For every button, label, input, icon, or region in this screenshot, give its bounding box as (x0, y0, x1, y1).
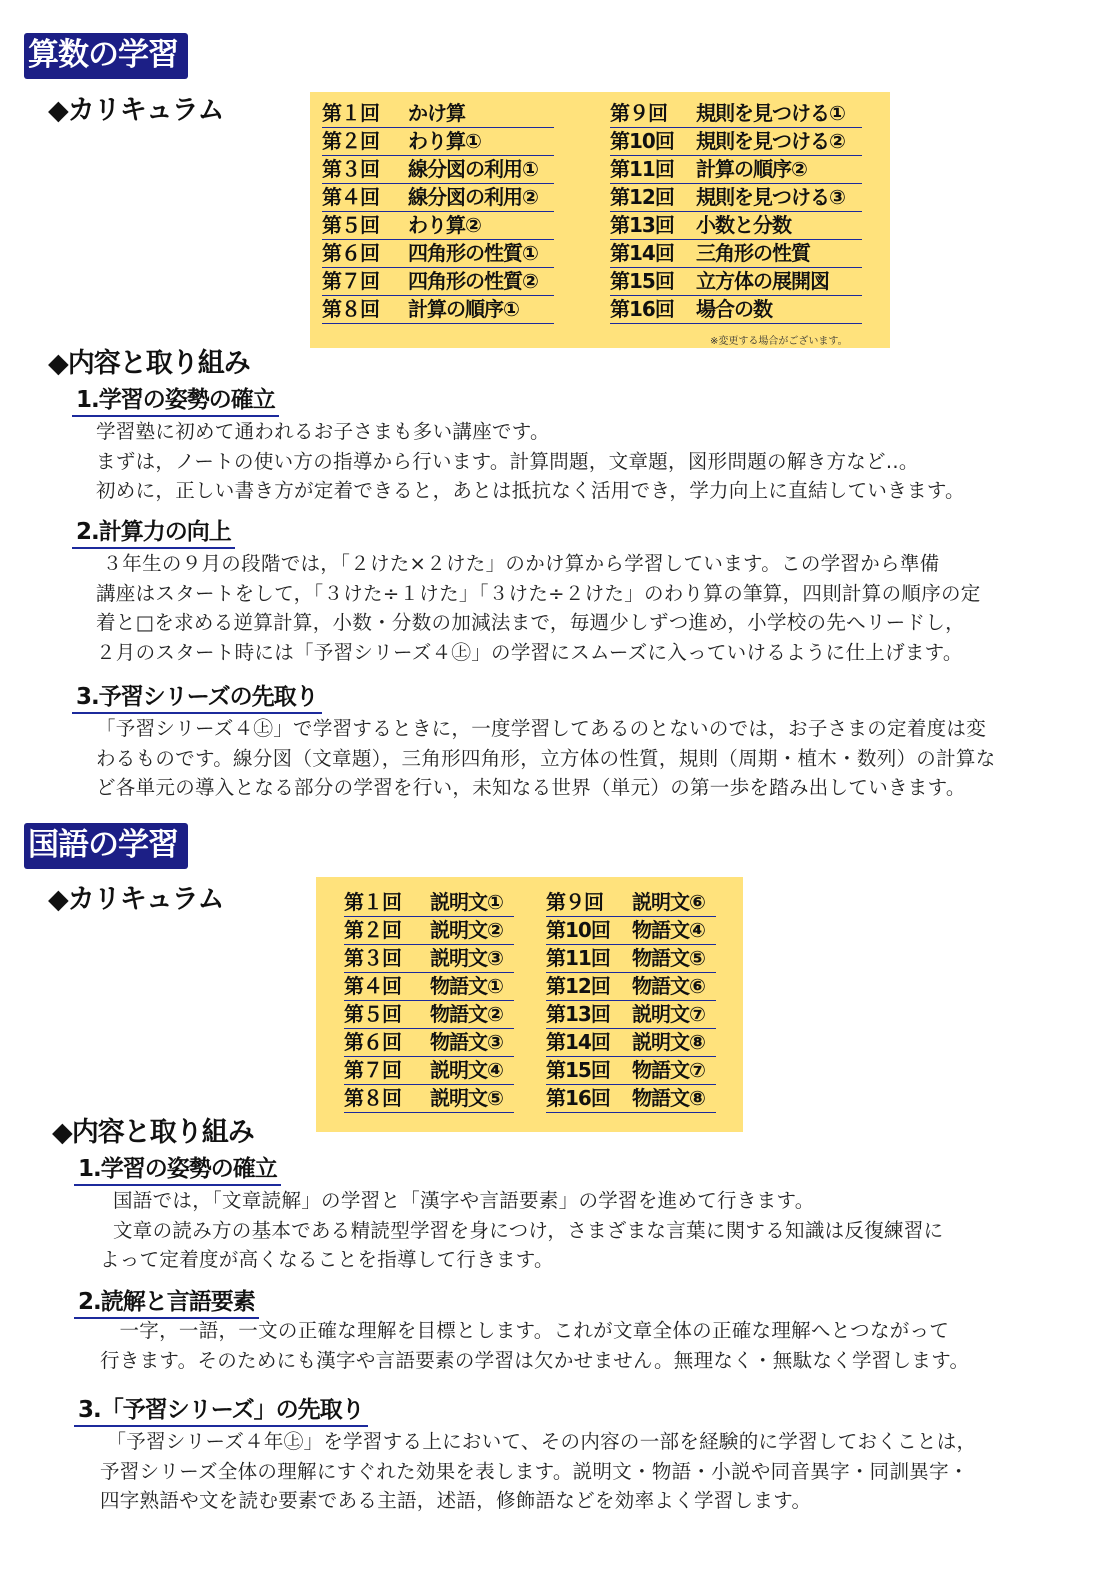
curriculum-item-number: 第15回 (546, 1058, 610, 1082)
curriculum-item (546, 1001, 716, 1029)
curriculum-item-topic: 線分図の利用② (408, 185, 538, 209)
curriculum-item-topic: 物語文① (430, 974, 503, 998)
japanese-section-1-body: 国語では，「文章読解」の学習と「漢字や言語要素」の学習を進めて行きます。 文章の読み方の基本である精読型学習を身につけ，さまざまな言葉に関する知識は反復練習に よって定着度が高くなることを指導して行きます。 (100, 1189, 944, 1271)
japanese-curriculum-heading: ◆カリキュラム (48, 884, 224, 915)
curriculum-item (322, 268, 554, 296)
curriculum-item-topic: 説明文⑤ (430, 1086, 503, 1110)
curriculum-item-topic: 四角形の性質② (408, 269, 538, 293)
curriculum-item-topic: 物語文⑦ (632, 1058, 705, 1082)
curriculum-item-number: 第８回 (322, 297, 379, 321)
curriculum-item (322, 128, 554, 156)
curriculum-item (546, 889, 716, 917)
curriculum-item-number: 第１回 (344, 890, 401, 914)
japanese-content-heading: ◆内容と取り組み (52, 1117, 254, 1148)
curriculum-item-number: 第４回 (322, 185, 379, 209)
japanese-section-3-heading: 3.「予習シリーズ」の先取り (74, 1391, 368, 1427)
japanese-section-2-body: 一字，一語，一文の正確な理解を目標とします。これが文章全体の正確な理解へとつながって 行きます。そのためにも漢字や言語要素の学習は欠かせません。無理なく・無駄なく学習します。 (100, 1319, 970, 1372)
curriculum-item-topic: 小数と分数 (696, 213, 791, 237)
curriculum-item (610, 184, 862, 212)
curriculum-item (610, 156, 862, 184)
curriculum-item-topic: 規則を見つける③ (696, 185, 845, 209)
curriculum-item-number: 第11回 (610, 157, 674, 181)
math-section-3-heading: 3.予習シリーズの先取り (72, 678, 322, 714)
curriculum-item-number: 第８回 (344, 1086, 401, 1110)
curriculum-item-number: 第11回 (546, 946, 610, 970)
math-section-1-body: 学習塾に初めて通われるお子さまも多い講座です。 まずは，ノートの使い方の指導から行います。計算問題，文章題，図形問題の解き方など..。 初めに，正しい書き方が定着できると，あとは抵抗なく活用でき，学力向上に直結していきます。 (96, 420, 965, 502)
math-curriculum-right-list (610, 100, 862, 324)
curriculum-item-number: 第12回 (546, 974, 610, 998)
curriculum-item-number: 第６回 (344, 1030, 401, 1054)
curriculum-item-number: 第15回 (610, 269, 674, 293)
math-section-title: 算数の学習 (24, 33, 188, 79)
curriculum-item-topic: 場合の数 (696, 297, 772, 321)
curriculum-item-topic: 三角形の性質 (696, 241, 810, 265)
curriculum-item-topic: 物語文⑥ (632, 974, 705, 998)
curriculum-item (322, 212, 554, 240)
curriculum-item (344, 1085, 514, 1113)
curriculum-item (344, 1057, 514, 1085)
curriculum-item-topic: 計算の順序② (696, 157, 807, 181)
curriculum-item-number: 第６回 (322, 241, 379, 265)
math-section-2-heading: 2.計算力の向上 (72, 513, 235, 549)
curriculum-item-topic: 四角形の性質① (408, 241, 538, 265)
curriculum-item-topic: 物語文④ (632, 918, 705, 942)
math-curriculum-box (310, 92, 890, 348)
curriculum-item-topic: 規則を見つける① (696, 101, 845, 125)
curriculum-item-number: 第14回 (546, 1030, 610, 1054)
curriculum-item-number: 第２回 (322, 129, 379, 153)
japanese-section-title: 国語の学習 (24, 823, 188, 869)
curriculum-item-number: 第１回 (322, 101, 379, 125)
math-section-2-body: ３年生の９月の段階では，「２けた×２けた」のかけ算から学習しています。この学習から準備 講座はスタートをして，「３けた÷１けた」「３けた÷２けた」のわり算の筆算，四則計算の順序の定 着と□を求める逆算計算，小数・分数の加減法まで，毎週少しずつ進め，小学校の先へリードし， ２月のスタート時には「予習シリーズ４㊤」の学習にスムーズに入っていけるように仕上げます。 (96, 552, 981, 664)
curriculum-item-number: 第10回 (610, 129, 674, 153)
curriculum-item (344, 945, 514, 973)
curriculum-item (610, 296, 862, 324)
math-section-1-heading: 1.学習の姿勢の確立 (72, 381, 279, 417)
curriculum-item (546, 1057, 716, 1085)
japanese-curriculum-right-list (546, 889, 716, 1113)
curriculum-item-topic: 物語文⑤ (632, 946, 705, 970)
curriculum-item-number: 第12回 (610, 185, 674, 209)
curriculum-item-topic: 説明文④ (430, 1058, 503, 1082)
math-curriculum-note: ※変更する場合がございます。 (710, 336, 848, 347)
curriculum-item-topic: 物語文⑧ (632, 1086, 705, 1110)
japanese-curriculum-left-list (344, 889, 514, 1113)
curriculum-item (322, 156, 554, 184)
curriculum-item-number: 第７回 (344, 1058, 401, 1082)
curriculum-item-topic: 説明文① (430, 890, 503, 914)
curriculum-item-topic: 立方体の展開図 (696, 269, 829, 293)
curriculum-item (344, 917, 514, 945)
curriculum-item (322, 100, 554, 128)
curriculum-item-topic: 説明文② (430, 918, 503, 942)
curriculum-item-number: 第９回 (546, 890, 603, 914)
math-curriculum-left-list (322, 100, 554, 324)
curriculum-item-number: 第13回 (546, 1002, 610, 1026)
curriculum-item (546, 1085, 716, 1113)
curriculum-item (610, 268, 862, 296)
curriculum-item-topic: 説明文⑥ (632, 890, 705, 914)
curriculum-item (344, 973, 514, 1001)
curriculum-item-topic: わり算② (408, 213, 481, 237)
curriculum-item-number: 第16回 (610, 297, 674, 321)
math-content-heading: ◆内容と取り組み (48, 348, 250, 379)
curriculum-item-number: 第９回 (610, 101, 667, 125)
curriculum-item-number: 第５回 (322, 213, 379, 237)
curriculum-item (344, 1029, 514, 1057)
math-curriculum-heading: ◆カリキュラム (48, 95, 224, 126)
curriculum-item-topic: 物語文③ (430, 1030, 503, 1054)
curriculum-item-topic: かけ算 (408, 101, 465, 125)
curriculum-item-topic: 物語文② (430, 1002, 503, 1026)
japanese-section-2-heading: 2.読解と言語要素 (74, 1283, 259, 1319)
curriculum-item-number: 第３回 (322, 157, 379, 181)
curriculum-item (344, 1001, 514, 1029)
curriculum-item (344, 889, 514, 917)
curriculum-item-number: 第２回 (344, 918, 401, 942)
japanese-section-1-heading: 1.学習の姿勢の確立 (74, 1150, 281, 1186)
curriculum-item-topic: 規則を見つける② (696, 129, 845, 153)
curriculum-item-number: 第16回 (546, 1086, 610, 1110)
curriculum-item (546, 945, 716, 973)
japanese-curriculum-box (316, 877, 743, 1132)
curriculum-item (322, 240, 554, 268)
curriculum-item (546, 973, 716, 1001)
curriculum-item-topic: わり算① (408, 129, 481, 153)
curriculum-item (322, 296, 554, 324)
math-section-3-body: 「予習シリーズ４㊤」で学習するときに，一度学習してあるのとないのでは，お子さまの定着度は変 わるものです。線分図（文章題），三角形四角形，立方体の性質，規則（周期・植木・数列）の計算な ど各単元の導入となる部分の学習を行い，未知なる世界（単元）の第一歩を踏み出していきます。 (96, 717, 996, 799)
curriculum-item-topic: 線分図の利用① (408, 157, 538, 181)
curriculum-item-topic: 説明文③ (430, 946, 503, 970)
japanese-section-3-body: 「予習シリーズ４年㊤」を学習する上において、その内容の一部を経験的に学習しておくことは， 予習シリーズ全体の理解にすぐれた効果を表します。説明文・物語・小説や同音異字・同訓異字・ 四字熟語や文を読む要素である主語，述語，修飾語などを効率よく学習します。 (100, 1430, 977, 1512)
curriculum-item (546, 917, 716, 945)
curriculum-item-number: 第14回 (610, 241, 674, 265)
curriculum-item-topic: 計算の順序① (408, 297, 519, 321)
curriculum-item-number: 第13回 (610, 213, 674, 237)
curriculum-item (610, 128, 862, 156)
curriculum-item-number: 第７回 (322, 269, 379, 293)
curriculum-item-topic: 説明文⑧ (632, 1030, 705, 1054)
curriculum-item-number: 第５回 (344, 1002, 401, 1026)
curriculum-item-number: 第３回 (344, 946, 401, 970)
curriculum-item (610, 240, 862, 268)
curriculum-item (322, 184, 554, 212)
curriculum-item (610, 212, 862, 240)
curriculum-item-number: 第10回 (546, 918, 610, 942)
curriculum-item (546, 1029, 716, 1057)
curriculum-item-number: 第４回 (344, 974, 401, 998)
curriculum-item-topic: 説明文⑦ (632, 1002, 705, 1026)
curriculum-item (610, 100, 862, 128)
